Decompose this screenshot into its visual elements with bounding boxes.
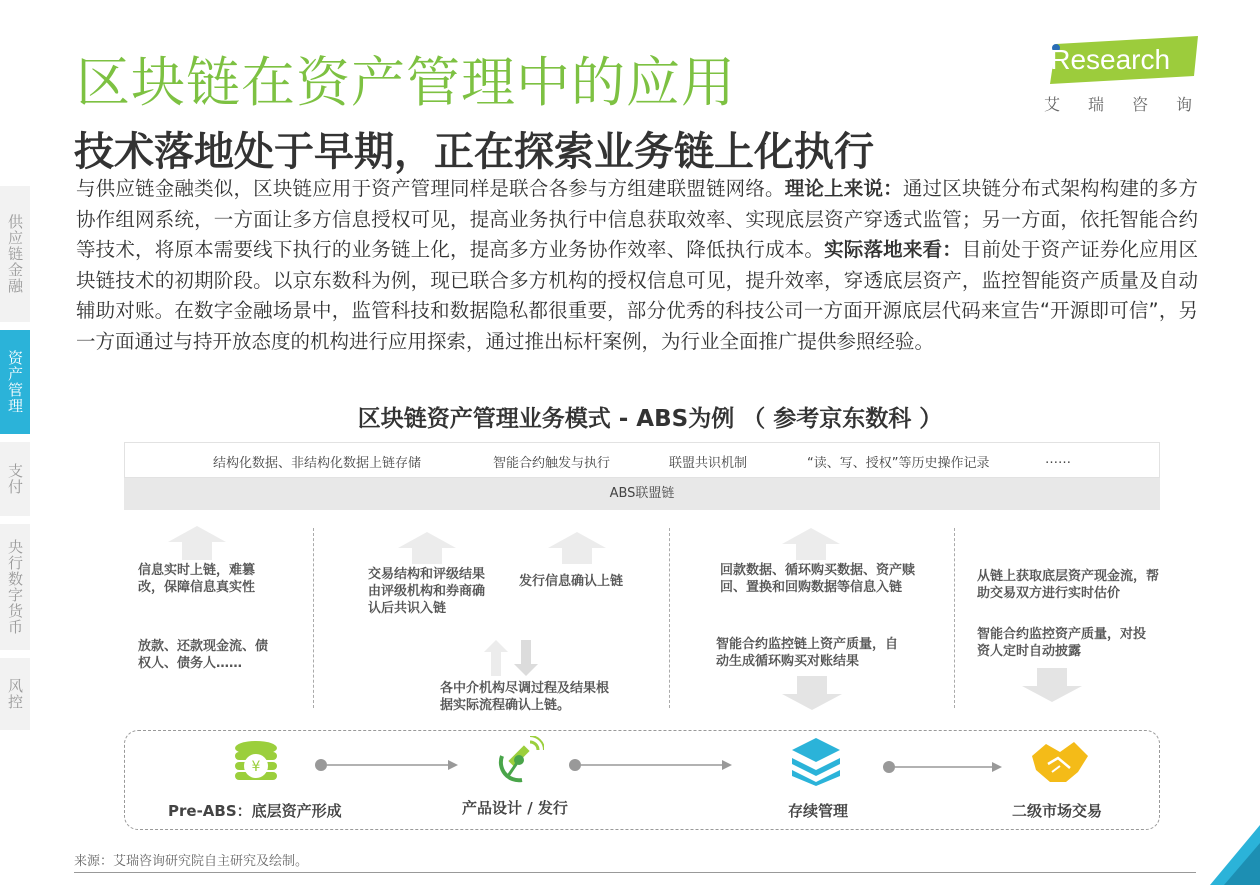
chain-item: 智能合约触发与执行 <box>493 456 611 471</box>
coin-stack-icon <box>232 740 280 786</box>
stage-label-issuance: 产品设计 / 发行 <box>462 799 568 817</box>
sidebar-tab-supply-chain[interactable]: 供应链金融 <box>0 186 30 322</box>
col2-text-3: 各中介机构尽调过程及结果根据实际流程确认上链。 <box>440 681 610 713</box>
col1-text-2: 放款、还款现金流、债权人、债务人…… <box>138 639 269 671</box>
column-divider <box>669 528 670 708</box>
chain-features-row <box>124 442 1160 478</box>
handshake-icon <box>1030 738 1090 786</box>
para-bold-2: 实际落地来看： <box>824 238 962 261</box>
stage-label-secondary: 二级市场交易 <box>1012 802 1103 820</box>
stage-label-pre-abs: Pre-ABS：底层资产形成 <box>168 802 342 820</box>
logo-text: iResearch <box>1044 44 1171 75</box>
para-text-3: 目前处于资产证券化应用区块链技术的初期阶段。以京东数科为例，现已联合多方机构的授权信息可见，提升效率，穿透底层资产，监控智能资产质量及自动辅助对账。在数字金融场景中，监管科技和数据隐私都很重要，部分优秀的科技公司一方面开源底层代码来宣告“开源即可信”，另一方面通过与持开放态度的机构进行应用探索，通过推出标杆案例，为行业全面推广提供参照经验。 <box>76 238 1198 353</box>
chain-item: 联盟共识机制 <box>669 456 748 471</box>
col1-text-1: 信息实时上链，难篡改，保障信息真实性 <box>138 563 256 595</box>
source-note: 来源：艾瑞咨询研究院自主研究及绘制。 <box>74 854 309 869</box>
stage-connector <box>314 758 458 772</box>
page-title: 区块链在资产管理中的应用 <box>76 51 736 114</box>
layers-icon <box>790 736 842 786</box>
col4-text-1: 从链上获取底层资产现金流，帮助交易双方进行实时估价 <box>977 569 1160 601</box>
col2-text-1: 交易结构和评级结果由评级机构和券商确认后共识入链 <box>368 567 486 616</box>
sidebar-tab-asset-management[interactable]: 资产管理 <box>0 330 30 434</box>
page-subtitle: 技术落地处于早期，正在探索业务链上化执行 <box>74 129 874 175</box>
column-divider <box>954 528 955 708</box>
exchange-arrows-icon <box>484 640 540 676</box>
up-arrow-icon <box>548 532 606 564</box>
para-bold-1: 理论上来说： <box>784 177 903 200</box>
svg-text:¥: ¥ <box>251 759 261 775</box>
column-divider <box>313 528 314 708</box>
corner-decoration <box>1210 825 1260 885</box>
col4-text-2: 智能合约监控资产质量，对投资人定时自动披露 <box>977 627 1147 659</box>
chain-item: …… <box>1045 452 1071 467</box>
col3-text-1: 回款数据、循环购买数据、资产赎回、置换和回购数据等信息入链 <box>720 563 916 595</box>
up-arrow-icon <box>168 526 226 560</box>
up-arrow-icon <box>398 532 456 564</box>
satellite-icon <box>492 736 544 786</box>
sidebar-tab-risk-control[interactable]: 风控 <box>0 658 30 730</box>
stage-label-duration: 存续管理 <box>788 802 849 820</box>
chain-item: “读、写、授权”等历史操作记录 <box>807 456 990 471</box>
col3-text-2: 智能合约监控链上资产质量，自动生成循环购买对账结果 <box>716 637 899 669</box>
down-arrow-icon <box>1022 668 1082 702</box>
stage-connector <box>568 758 732 772</box>
abs-chain-bar: ABS联盟链 <box>124 478 1160 510</box>
para-text-2: 通过区块链分布式架构构建的多方协作组网系统，一方面让多方信息授权可见，提高业务执行中信息获取效率、实现底层资产穿透式监管；另一方面，依托智能合约等技术，将原本需要线下执行的业务链上化，提高多方业务协作效率、降低执行成本。 <box>76 177 1198 261</box>
footer-divider <box>74 872 1196 873</box>
chain-item: 结构化数据、非结构化数据上链存储 <box>213 456 422 471</box>
col2-text-2: 发行信息确认上链 <box>519 574 624 589</box>
logo-chinese: 艾瑞咨询 <box>1044 95 1221 114</box>
up-arrow-icon <box>782 528 840 560</box>
iresearch-logo <box>1040 36 1221 116</box>
para-text-1: 与供应链金融类似，区块链应用于资产管理同样是联合各参与方组建联盟链网络。 <box>76 177 785 200</box>
down-arrow-icon <box>782 676 842 710</box>
sidebar-tab-payment[interactable]: 支付 <box>0 442 30 516</box>
intro-paragraph <box>76 174 1198 357</box>
sidebar-tab-cbdc[interactable]: 央行数字货币 <box>0 524 30 650</box>
stage-connector <box>882 760 1002 774</box>
diagram-title: 区块链资产管理业务模式 - ABS为例 （ 参考京东数科 ） <box>357 406 943 432</box>
